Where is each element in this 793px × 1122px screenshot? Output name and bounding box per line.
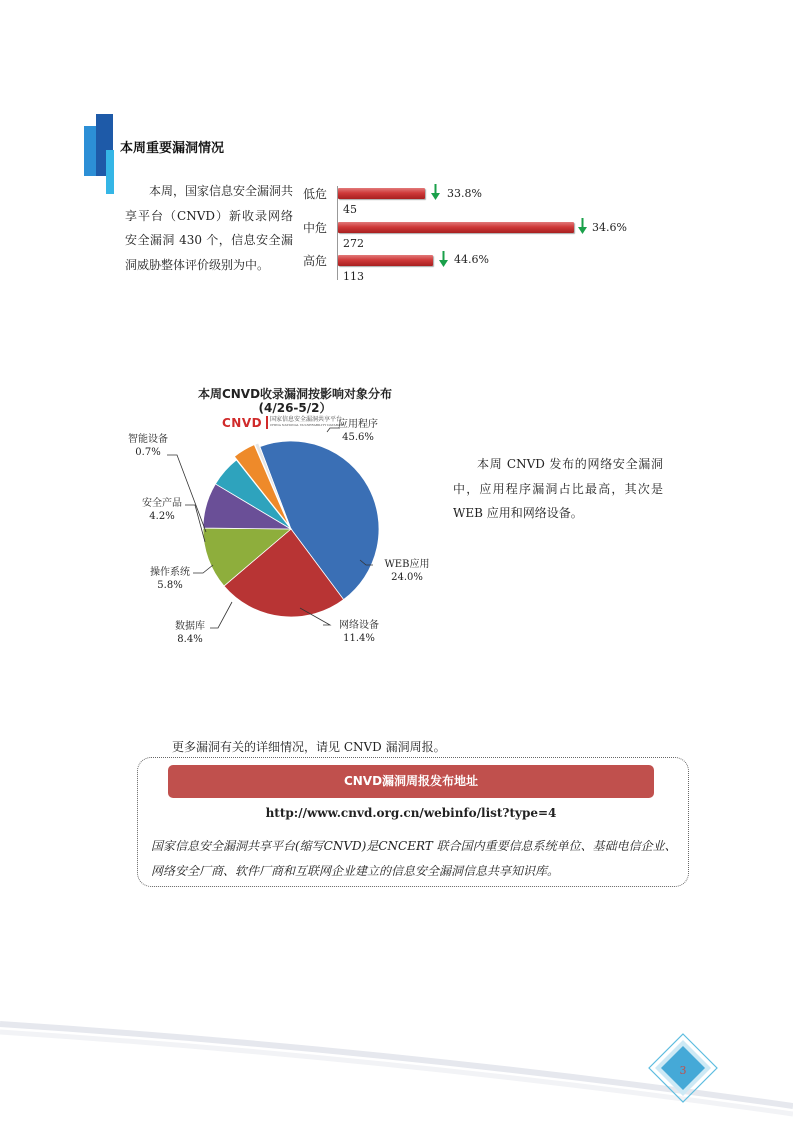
severity-count-mid: 272	[343, 237, 364, 250]
pie-subtitle: (4/26-5/2）	[258, 401, 332, 415]
cnvd-logo-org: 国家信息安全漏洞共享平台	[270, 416, 343, 423]
severity-count-low: 45	[343, 203, 357, 216]
pie-label-web: WEB应用 24.0%	[384, 559, 430, 583]
pie-label-network: 网络设备 11.4%	[339, 620, 379, 644]
severity-label-mid: 中危	[303, 221, 328, 235]
pie-label-security: 安全产品 4.2%	[142, 498, 182, 522]
intro-paragraph: 本周，国家信息安全漏洞共享平台（CNVD）新收录网络安全漏洞 430 个，信息安全漏洞威胁整体评价级别为中。	[125, 184, 294, 272]
severity-label-high: 高危	[303, 254, 328, 268]
report-url-link[interactable]: http://www.cnvd.org.cn/webinfo/list?type=4	[265, 806, 557, 820]
more-info-text: 更多漏洞有关的详细情况，请见 CNVD 漏洞周报。	[172, 740, 446, 754]
info-box-description: 国家信息安全漏洞共享平台(缩写CNVD)是CNCERT 联合国内重要信息系统单位、基础电信企业、网络安全厂商、软件厂商和互联网企业建立的信息安全漏洞信息共享知识库。	[151, 839, 677, 878]
page-number: 3	[679, 1064, 687, 1077]
pie-label-database: 数据库 8.4%	[175, 621, 205, 645]
pie-label-os: 操作系统 5.8%	[150, 567, 190, 591]
severity-label-low: 低危	[303, 187, 328, 201]
severity-count-high: 113	[343, 270, 364, 283]
pie-description: 本周 CNVD 发布的网络安全漏洞中，应用程序漏洞占比最高，其次是 WEB 应用和网络设备。	[453, 457, 663, 520]
severity-change-high: 44.6%	[454, 253, 489, 266]
pie-label-app: 应用程序 45.6%	[338, 419, 378, 443]
severity-change-mid: 34.6%	[592, 221, 627, 234]
section-title: 本周重要漏洞情况	[120, 141, 225, 156]
cnvd-logo-org-en: CHINA NATIONAL VULNERABILITY DATABASE	[270, 423, 345, 427]
pie-label-smart: 智能设备 0.7%	[128, 434, 168, 458]
severity-change-low: 33.8%	[447, 187, 482, 200]
pie-title-text: 本周CNVD收录漏洞按影响对象分布	[197, 387, 393, 401]
info-box-header: CNVD漏洞周报发布地址	[168, 765, 654, 798]
cnvd-logo-text: CNVD	[222, 416, 263, 430]
